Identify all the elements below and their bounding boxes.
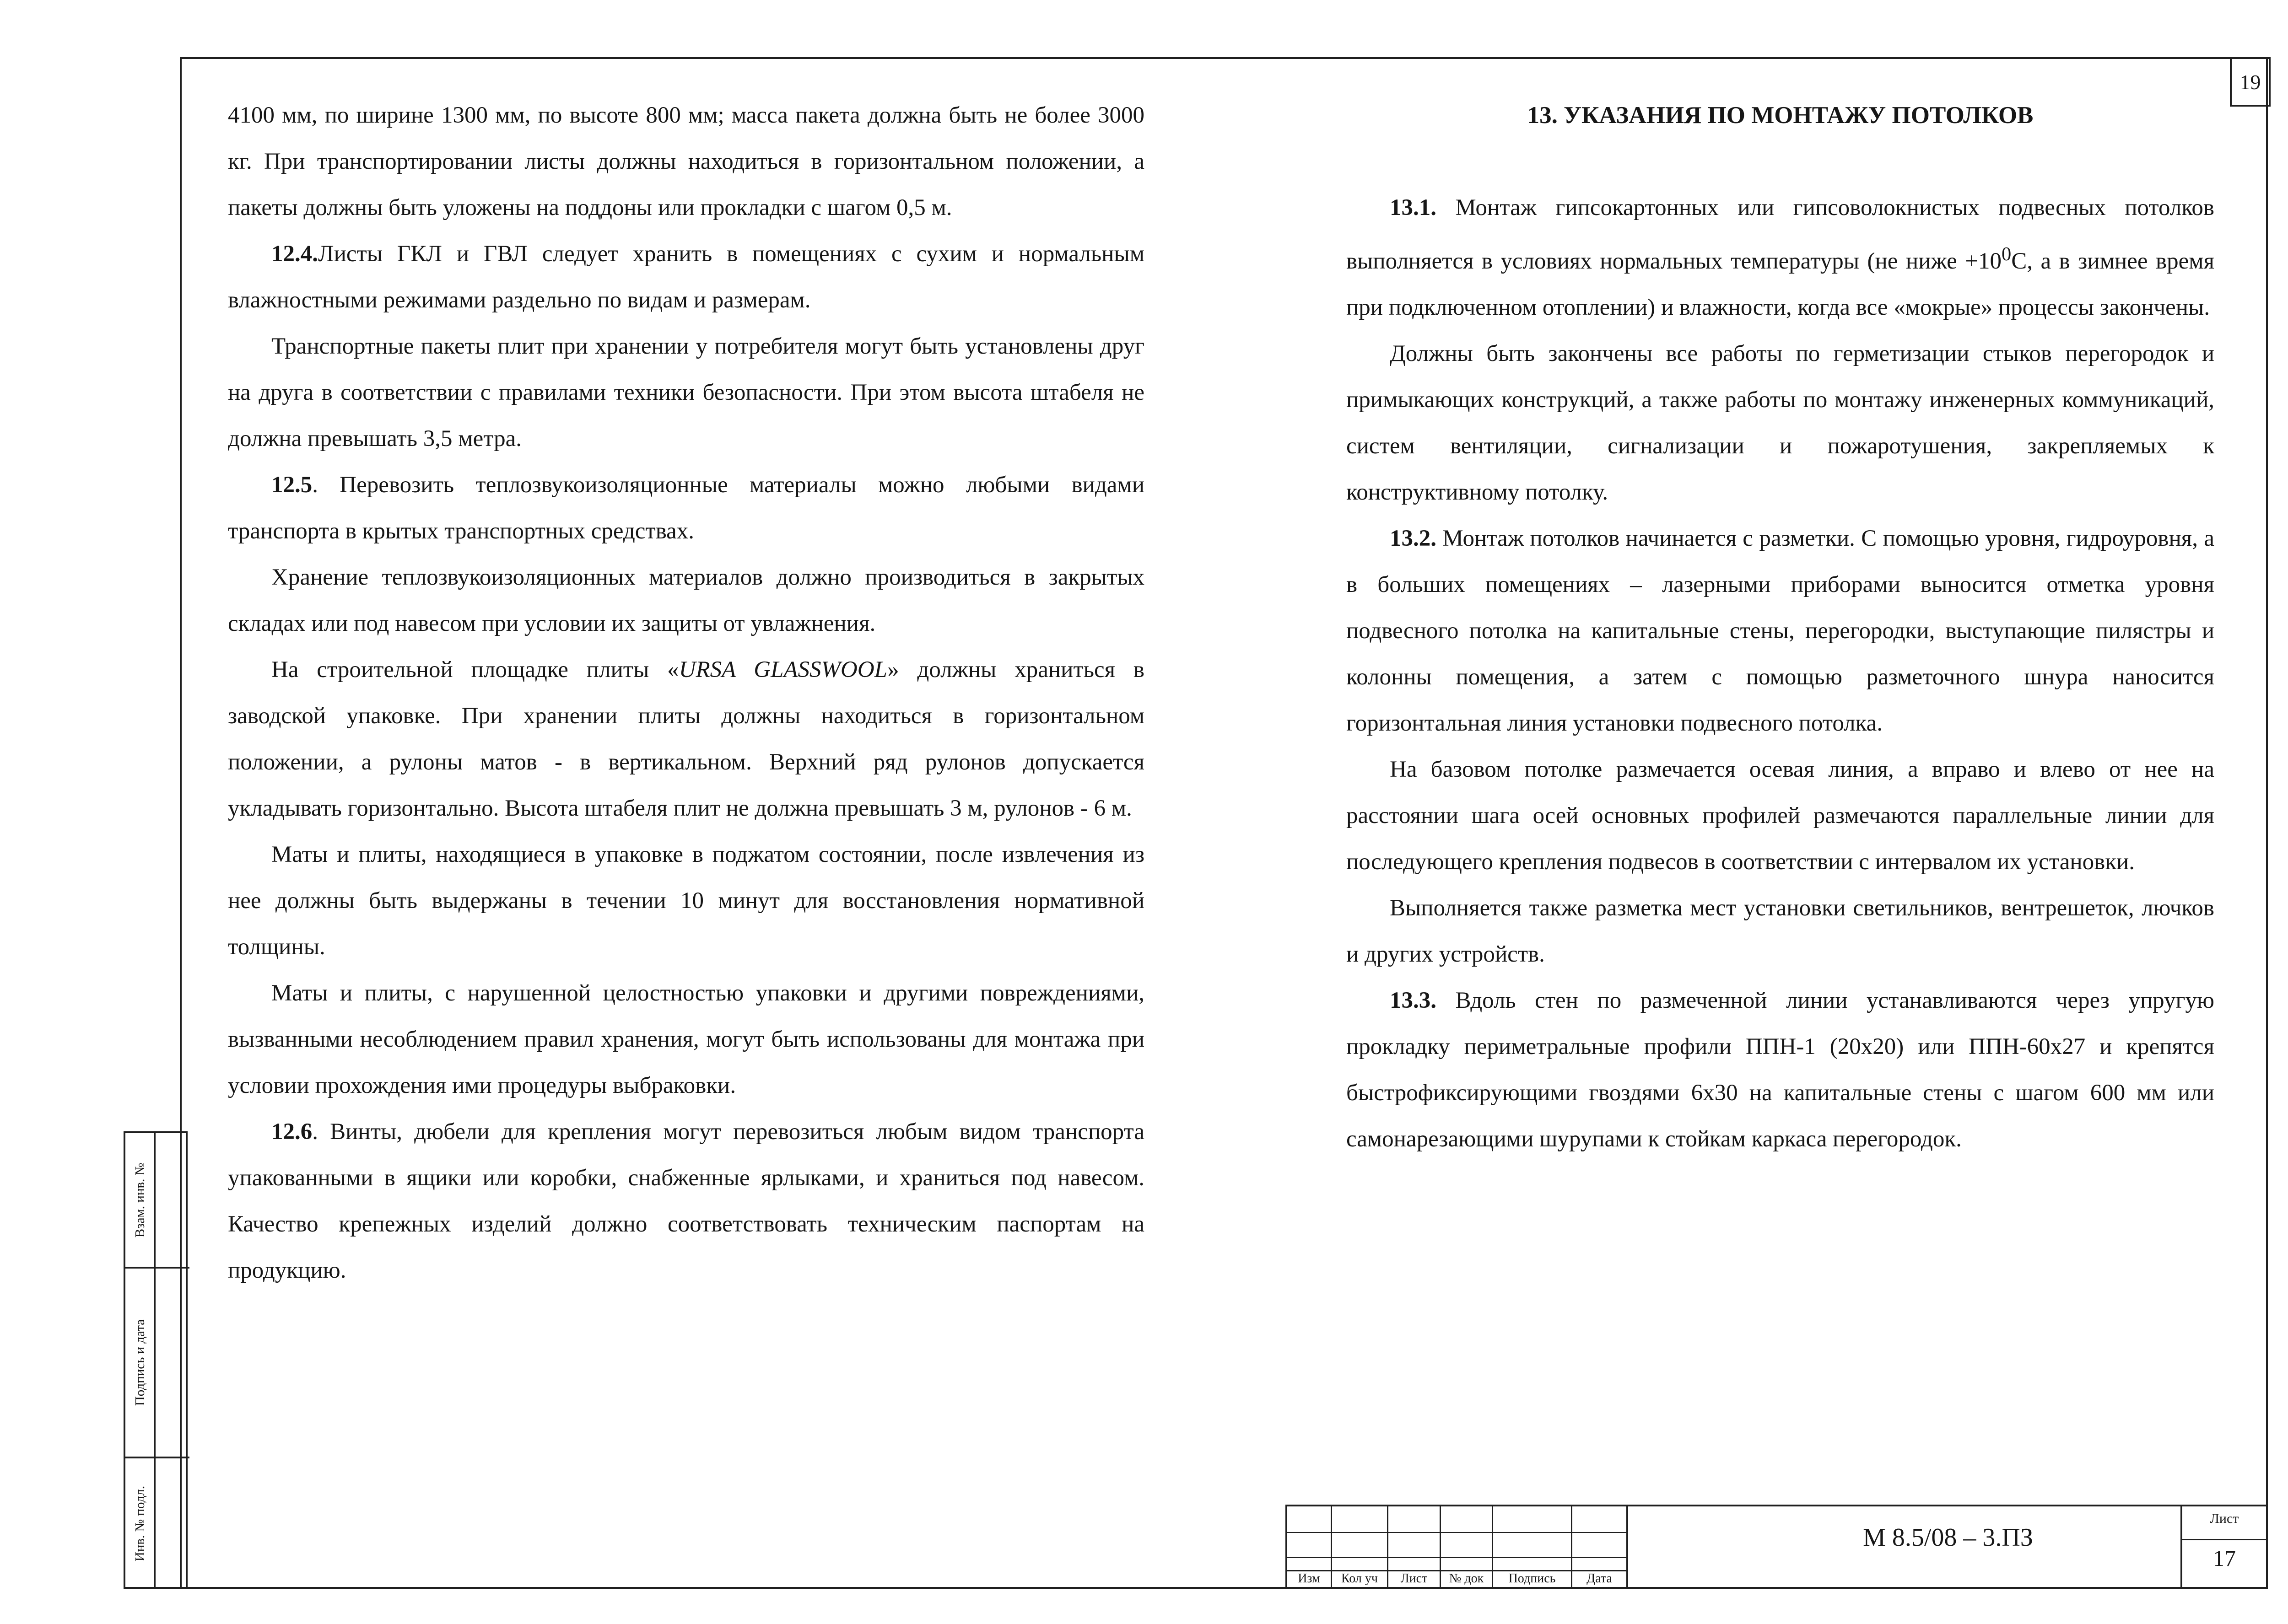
title-block-col-label: Дата (1586, 1571, 1612, 1586)
title-block-col-label: Лист (1400, 1571, 1428, 1586)
paragraph: На базовом потолке размечается осевая линия, а вправо и влево от нее на расстоянии шага осей основных профилей размечаются параллельные линии для последующего крепления подвесов в соответствии с интервалом их установки. (1346, 757, 2214, 875)
paragraph-12-5 (228, 462, 1144, 554)
paragraph-text: Монтаж гипсокартонных или гипсоволокнистых подвесных потолков выполняется в условиях нормальных температуры (не ниже +10 (1346, 195, 2214, 274)
paragraph-12-6 (228, 1109, 1144, 1294)
clause-number: 13.1. (1390, 195, 1436, 220)
paragraph-text: » должны храниться в заводской упаковке. При хранении плиты должны находиться в горизонтальном положении, а рулоны матов - в вертикальном. Верхний ряд рулонов допускается укладывать горизонтально. Высота штабеля плит не должна превышать 3 м, рулонов - 6 м. (228, 657, 1144, 821)
paragraph-text: Листы ГКЛ и ГВЛ следует хранить в помещениях с сухим и нормальным влажностными режимами раздельно по видам и размерам. (228, 241, 1144, 313)
side-stamp-cell (125, 1458, 189, 1589)
document-code: М 8.5/08 – 3.ПЗ (1863, 1523, 2033, 1552)
paragraph-text: Вдоль стен по размеченной линии устанавливаются через упругую прокладку периметральные профили ППН-1 (20х20) или ППН-60х27 и крепятся быстрофиксирующими гвоздями 6х30 на капитальные стены с шагом 600 мм или самонарезающими шурупами к стойкам каркаса перегородок. (1346, 988, 2214, 1152)
stamp-line (2180, 1505, 2182, 1589)
paragraph: Маты и плиты, с нарушенной целостностью упаковки и другими повреждениями, вызванными несоблюдением правил хранения, могут быть использованы для монтажа при условии прохождения ими процедуры выбраковки. (228, 980, 1144, 1098)
superscript: 0 (2001, 243, 2012, 265)
paragraph-text: Монтаж потолков начинается с разметки. С помощью уровня, гидроуровня, а в больших помещениях – лазерными приборами выносится отметка уровня подвесного потолка на капитальные стены, перегородки, выступающие пилястры и колонны помещения, а затем с помощью разметочного шнура наносится горизонтальная линия установки подвесного потолка. (1346, 526, 2214, 736)
stamp-line (1285, 1532, 1627, 1533)
title-block (1285, 1505, 2268, 1589)
stamp-line (2180, 1539, 2268, 1540)
clause-number: 12.4. (271, 241, 318, 267)
left-column (228, 92, 1144, 1294)
right-column (1346, 92, 2214, 1162)
paragraph: Транспортные пакеты плит при хранении у потребителя могут быть установлены друг на друга в соответствии с правилами техники безопасности. При этом высота штабеля не должна превышать 3,5 метра. (228, 333, 1144, 452)
clause-number: 13.2. (1390, 526, 1436, 551)
paragraph-text: С, а в зимнее время при подключенном отоплении) и влажности, когда все «мокрые» процессы закончены. (1346, 248, 2214, 320)
stamp-line (1626, 1505, 1628, 1589)
sheet-number: 17 (2213, 1545, 2236, 1571)
brand-name: URSA GLASSWOOL (679, 657, 888, 683)
side-stamp-label: Взам. инв. № (133, 1162, 148, 1237)
paragraph: 4100 мм, по ширине 1300 мм, по высоте 800 мм; масса пакета должна быть не более 3000 кг. При транспортировании листы должны находиться в горизонтальном положении, а пакеты должны быть уложены на поддоны или прокладки с шагом 0,5 м. (228, 102, 1144, 220)
paragraph-text: . Перевозить теплозвукоизоляционные материалы можно любыми видами транспорта в крытых транспортных средствах. (228, 472, 1144, 544)
paragraph: Маты и плиты, находящиеся в упаковке в поджатом состоянии, после извлечения из нее должны быть выдержаны в течении 10 минут для восстановления нормативной толщины. (228, 842, 1144, 960)
paragraph-13-1 (1346, 185, 2214, 331)
title-block-col-label: № док (1449, 1571, 1484, 1586)
side-stamp-cell (125, 1133, 189, 1269)
title-block-col-label: Изм (1298, 1571, 1320, 1586)
clause-number: 12.6 (271, 1119, 313, 1145)
clause-number: 12.5 (271, 472, 313, 498)
paragraph: Должны быть закончены все работы по герметизации стыков перегородок и примыкающих конструкций, а также работы по монтажу инженерных коммуникаций, систем вентиляции, сигнализации и пожаротушения, закрепляемых к конструктивному потолку. (1346, 341, 2214, 505)
paragraph-12-4 (228, 231, 1144, 323)
paragraph-13-2 (1346, 516, 2214, 747)
title-block-col-label: Кол уч (1341, 1571, 1378, 1586)
stamp-line (1285, 1505, 2268, 1506)
side-stamp-label: Подпись и дата (133, 1319, 148, 1406)
side-stamp-cell (125, 1269, 189, 1458)
paragraph-13-3 (1346, 978, 2214, 1162)
side-stamp-label: Инв. № подл. (133, 1485, 148, 1562)
side-stamp (124, 1131, 188, 1589)
page-number-top: 19 (2230, 57, 2271, 107)
paragraph-text: . Винты, дюбели для крепления могут перевозиться любым видом транспорта упакованными в ящики или коробки, снабженные ярлыками, и храниться под навесом. Качество крепежных изделий должно соответствовать техническим паспортам на продукцию. (228, 1119, 1144, 1283)
stamp-line (1285, 1557, 1627, 1558)
paragraph: Хранение теплозвукоизоляционных материалов должно производиться в закрытых складах или под навесом при условии их защиты от увлажнения. (228, 565, 1144, 636)
clause-number: 13.3. (1390, 988, 1436, 1013)
paragraph-ursa (228, 647, 1144, 832)
paragraph-text: На строительной площадке плиты « (271, 657, 679, 683)
sheet-label: Лист (2210, 1511, 2239, 1526)
paragraph: Выполняется также разметка мест установки светильников, вентрешеток, лючков и других устройств. (1346, 895, 2214, 967)
section-heading: 13. УКАЗАНИЯ ПО МОНТАЖУ ПОТОЛКОВ (1527, 102, 2034, 129)
title-block-col-label: Подпись (1508, 1571, 1556, 1586)
